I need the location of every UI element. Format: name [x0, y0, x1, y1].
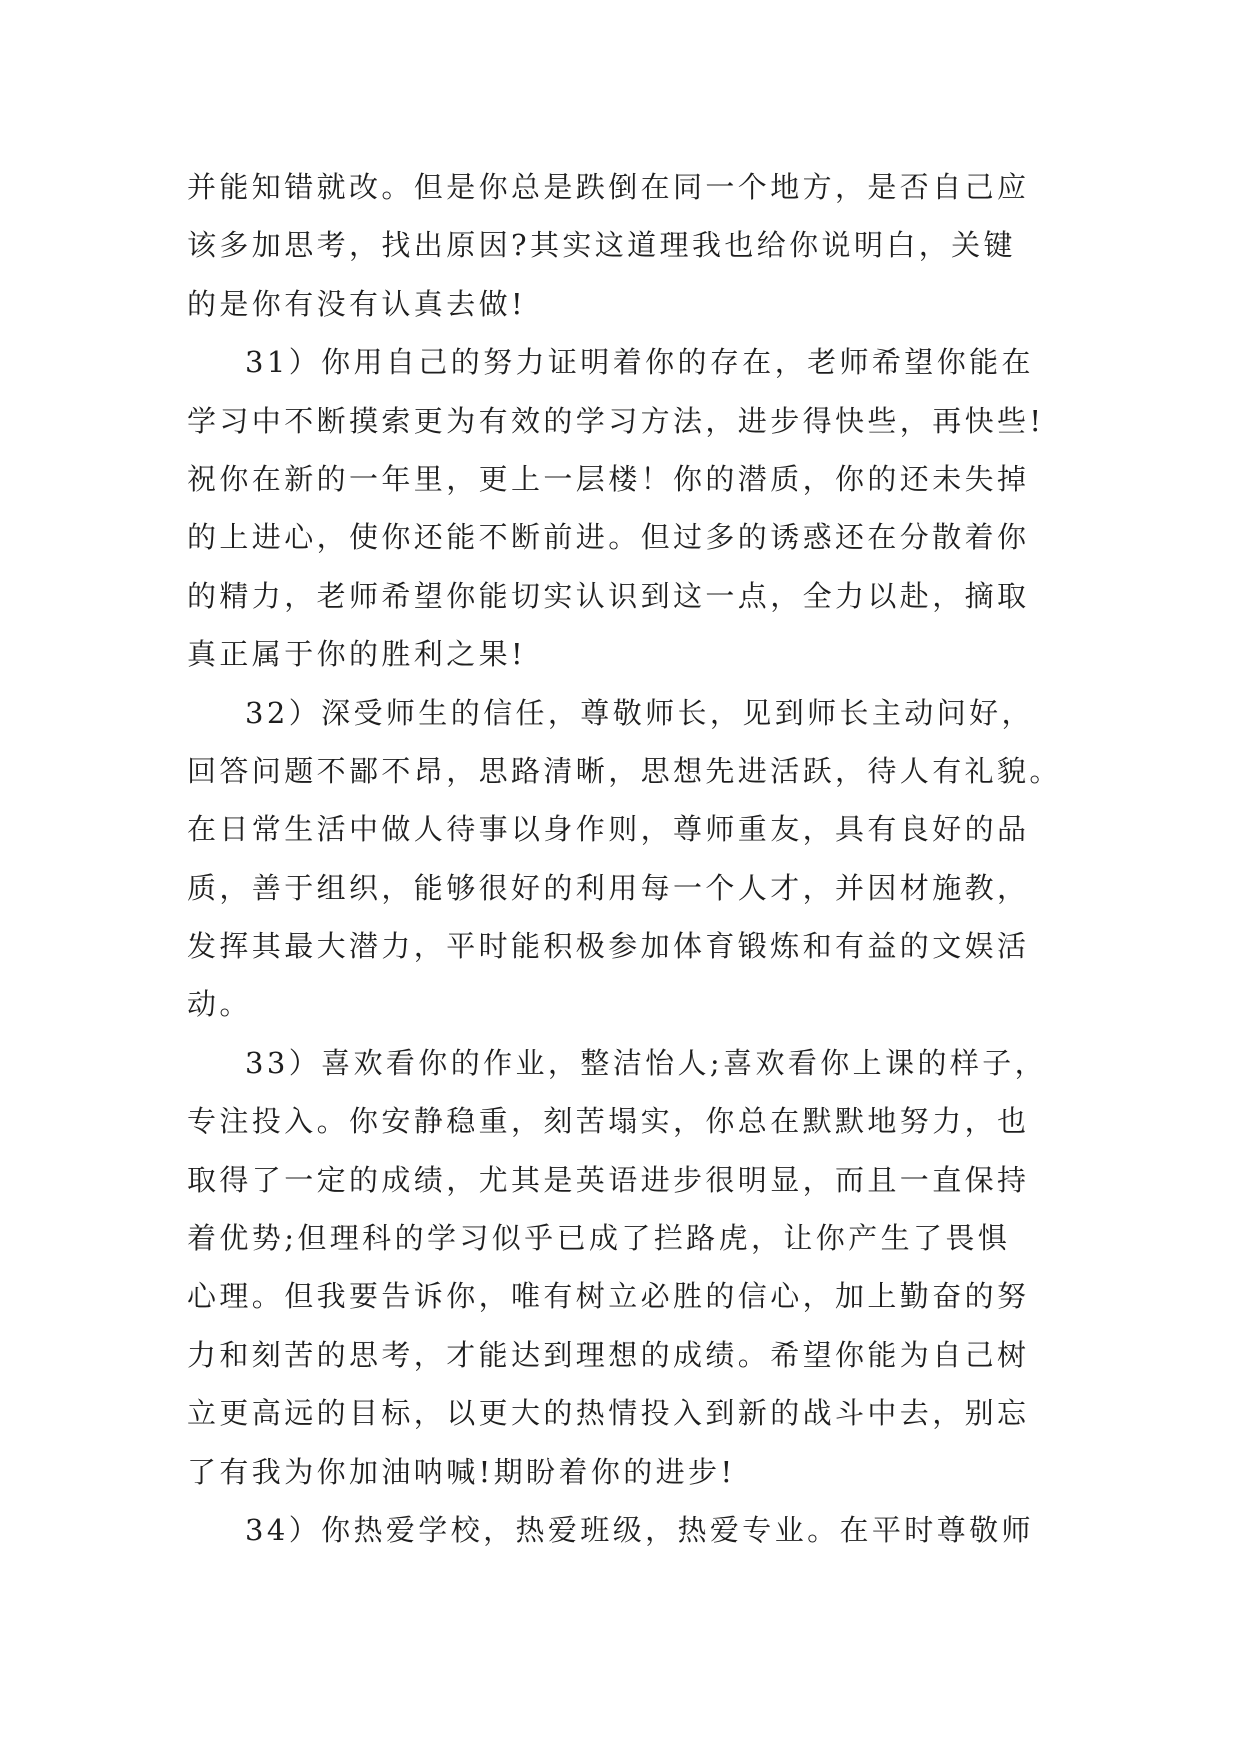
text-line: 祝你在新的一年里，更上一层楼！你的潜质，你的还未失掉: [187, 461, 1030, 496]
text-line: 立更高远的目标，以更大的热情投入到新的战斗中去，别忘: [187, 1396, 1030, 1431]
paragraph-34-first-line: 34）你热爱学校，热爱班级，热爱专业。在平时尊敬师: [245, 1512, 1034, 1547]
paragraph-33-first-line: 33）喜欢看你的作业，整洁怡人;喜欢看你上课的样子，: [245, 1045, 1048, 1080]
text-line: 动。: [187, 987, 252, 1022]
text-line: 学习中不断摸索更为有效的学习方法，进步得快些，再快些!: [187, 403, 1045, 438]
text-line: 在日常生活中做人待事以身作则，尊师重友，具有良好的品: [187, 812, 1030, 847]
text-line: 真正属于你的胜利之果!: [187, 637, 527, 672]
text-line: 的是你有没有认真去做!: [187, 286, 527, 321]
paragraph-32-first-line: 32）深受师生的信任，尊敬师长，见到师长主动问好，: [245, 695, 1034, 730]
text-line: 专注投入。你安静稳重，刻苦塌实，你总在默默地努力，也: [187, 1104, 1030, 1139]
text-line: 该多加思考，找出原因?其实这道理我也给你说明白，关键: [187, 228, 1016, 263]
text-line: 着优势;但理科的学习似乎已成了拦路虎，让你产生了畏惧: [187, 1221, 1011, 1256]
document-body: [187, 158, 1062, 1559]
paragraph-31-first-line: 31）你用自己的努力证明着你的存在，老师希望你能在: [245, 345, 1034, 380]
text-line: 力和刻苦的思考，才能达到理想的成绩。希望你能为自己树: [187, 1337, 1030, 1372]
text-line: 并能知错就改。但是你总是跌倒在同一个地方，是否自己应: [187, 170, 1030, 204]
text-line: 了有我为你加油呐喊!期盼着你的进步!: [187, 1454, 736, 1489]
text-line: 取得了一定的成绩，尤其是英语进步很明显，而且一直保持: [187, 1162, 1030, 1197]
text-line: 心理。但我要告诉你，唯有树立必胜的信心，加上勤奋的努: [187, 1279, 1030, 1314]
text-line: 回答问题不鄙不昂，思路清晰，思想先进活跃，待人有礼貌。: [187, 753, 1062, 788]
text-line: 质，善于组织，能够很好的利用每一个人才，并因材施教，: [187, 870, 1030, 905]
text-line: 发挥其最大潜力，平时能积极参加体育锻炼和有益的文娱活: [187, 929, 1030, 964]
text-line: 的精力，老师希望你能切实认识到这一点，全力以赴，摘取: [187, 578, 1030, 613]
text-line: 的上进心，使你还能不断前进。但过多的诱惑还在分散着你: [187, 520, 1030, 555]
